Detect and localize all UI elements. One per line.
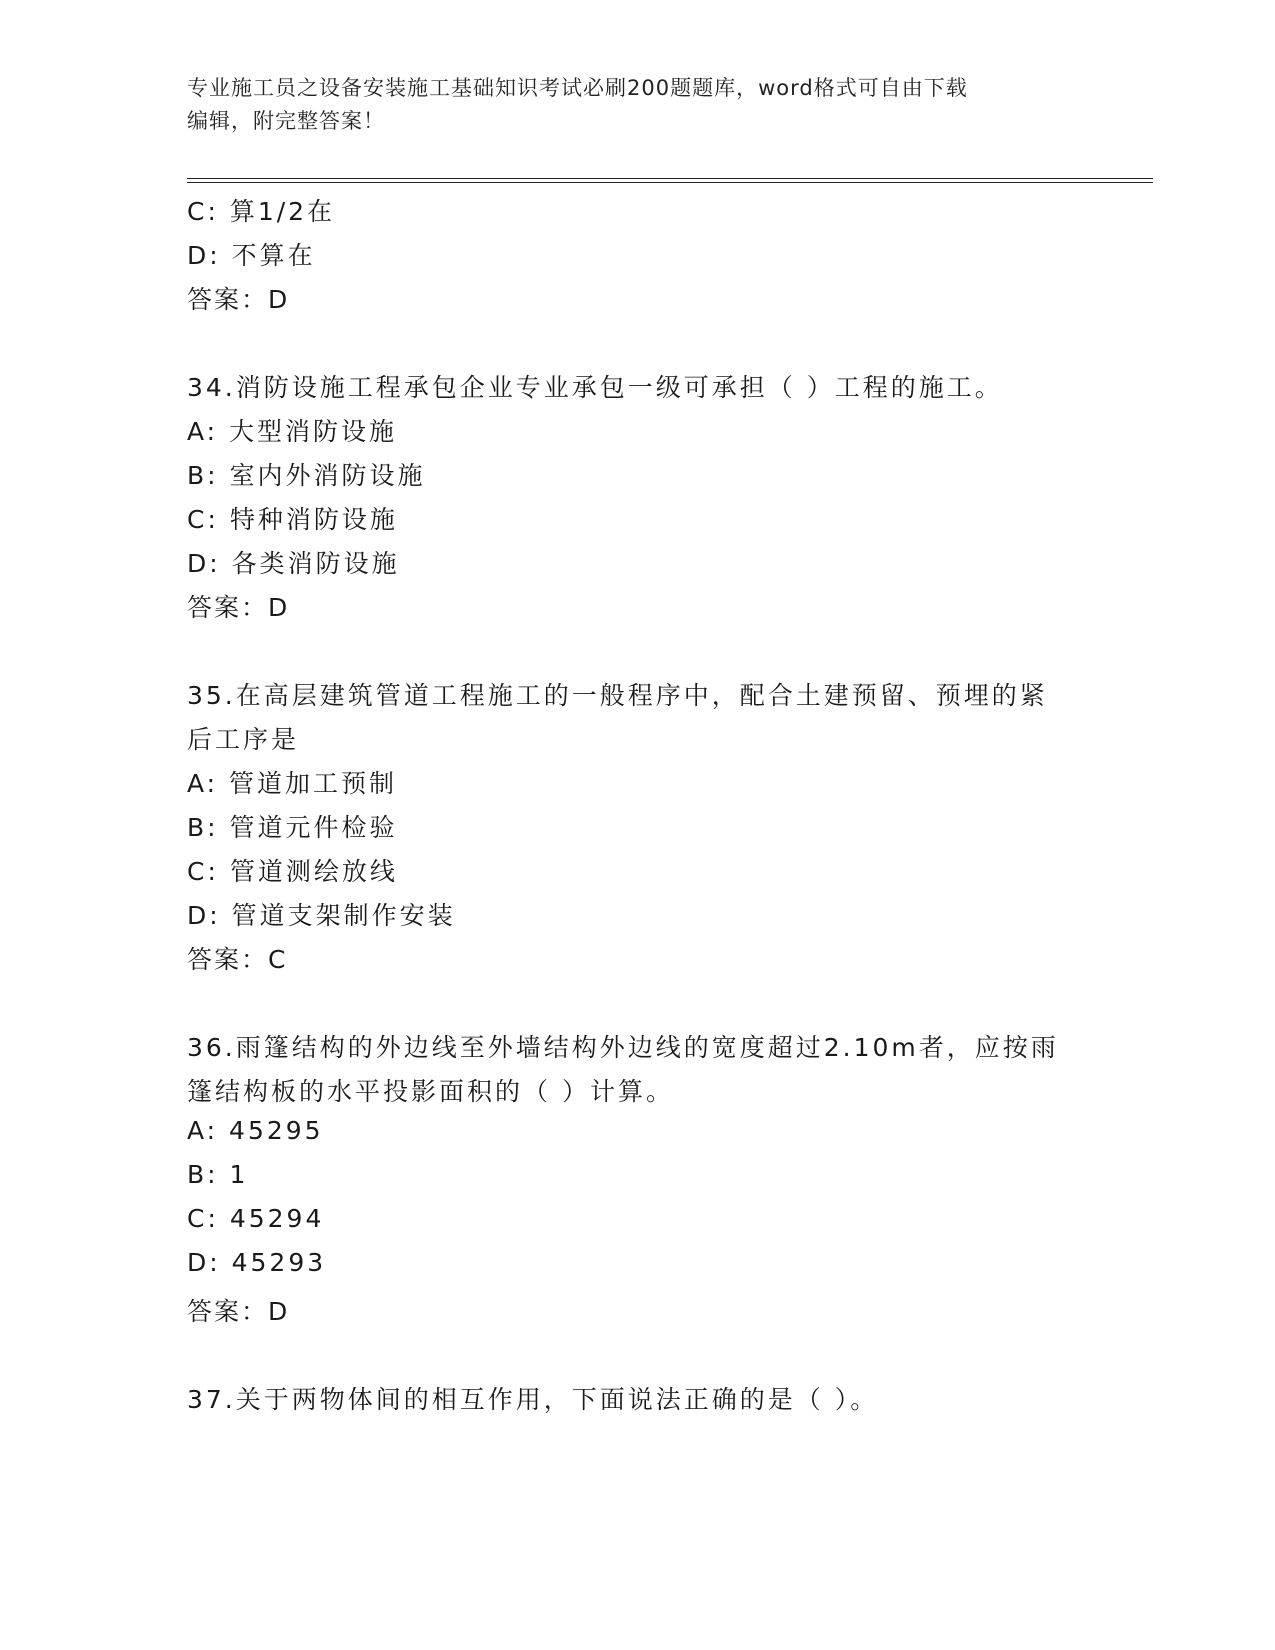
q33-answer: 答案：D [187, 285, 290, 314]
q35-option-c: C: 管道测绘放线 [187, 857, 398, 886]
header-line-1: 专业施工员之设备安装施工基础知识考试必刷200题题库，word格式可自由下载 [187, 76, 968, 100]
header-divider-bottom [187, 182, 1153, 183]
document-header [187, 72, 1087, 138]
header-line-2: 编辑，附完整答案！ [187, 109, 385, 133]
q33-option-c: C: 算1/2在 [187, 197, 336, 226]
q34-option-a: A: 大型消防设施 [187, 417, 398, 446]
q35-answer: 答案：C [187, 945, 288, 974]
q37-stem: 37.关于两物体间的相互作用，下面说法正确的是（ ）。 [187, 1385, 879, 1414]
q35-option-b: B: 管道元件检验 [187, 813, 398, 842]
q36-option-c: C: 45294 [187, 1204, 325, 1233]
q35-stem-line-1: 35.在高层建筑管道工程施工的一般程序中，配合土建预留、预埋的紧 [187, 681, 1048, 710]
header-divider-top [187, 178, 1153, 179]
q34-stem: 34.消防设施工程承包企业专业承包一级可承担（ ）工程的施工。 [187, 373, 1003, 402]
q35-stem-line-2: 后工序是 [187, 725, 300, 754]
q36-stem-line-2: 篷结构板的水平投影面积的（ ）计算。 [187, 1077, 674, 1106]
q36-option-a: A: 45295 [187, 1116, 324, 1145]
q36-option-d: D: 45293 [187, 1248, 327, 1277]
q34-option-b: B: 室内外消防设施 [187, 461, 426, 490]
q33-option-d: D: 不算在 [187, 241, 316, 270]
q36-answer: 答案：D [187, 1297, 290, 1326]
q36-option-b: B: 1 [187, 1160, 249, 1189]
q34-option-d: D: 各类消防设施 [187, 549, 400, 578]
q35-option-d: D: 管道支架制作安装 [187, 901, 456, 930]
q34-option-c: C: 特种消防设施 [187, 505, 398, 534]
q35-option-a: A: 管道加工预制 [187, 769, 398, 798]
q36-stem-line-1: 36.雨篷结构的外边线至外墙结构外边线的宽度超过2.10m者，应按雨 [187, 1033, 1059, 1062]
q34-answer: 答案：D [187, 593, 290, 622]
